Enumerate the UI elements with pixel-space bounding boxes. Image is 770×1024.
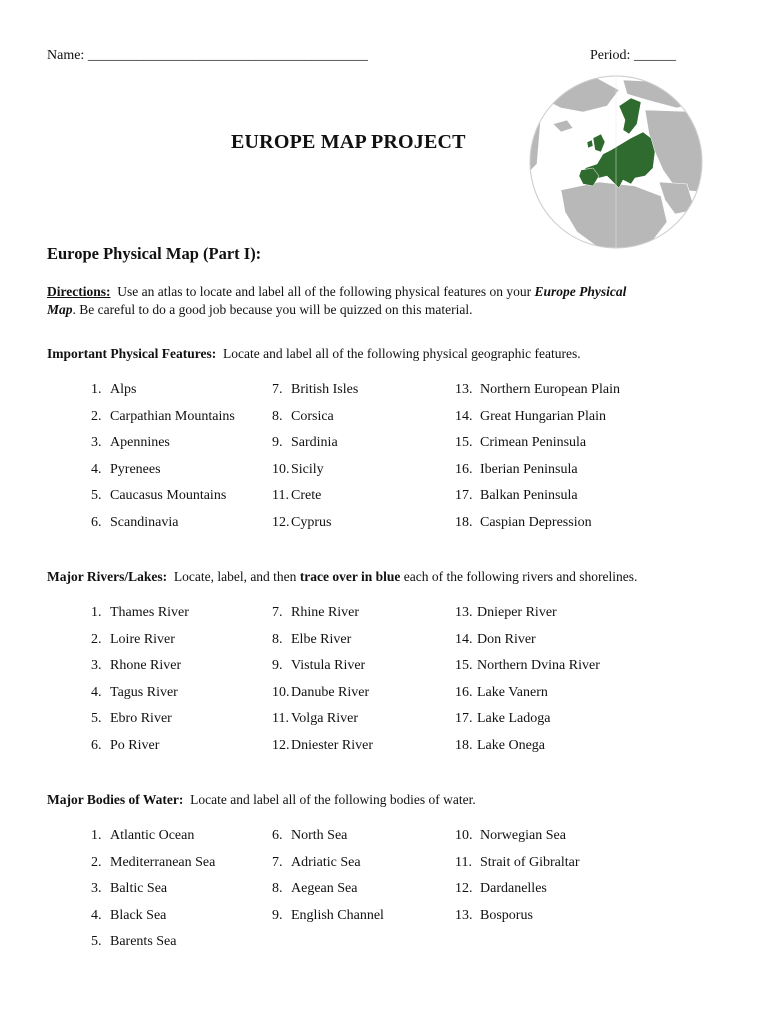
list-item-label: Pyrenees	[110, 461, 161, 477]
physical-features-heading	[47, 345, 581, 363]
list-item	[91, 461, 161, 479]
list-item-number: 1.	[91, 382, 102, 397]
list-item-label: Adriatic Sea	[291, 854, 361, 870]
list-item	[91, 907, 166, 925]
list-item-number: 11.	[272, 711, 289, 727]
rivers-lakes-heading	[47, 568, 637, 586]
list-item-number: 15.	[455, 658, 473, 674]
list-item-label: Black Sea	[110, 907, 167, 923]
list-item	[455, 737, 545, 755]
list-item-number: 4.	[91, 461, 102, 477]
period-field-label: Period: ______	[590, 48, 676, 63]
list-item-number: 3.	[91, 435, 102, 451]
list-item-number: 2.	[91, 408, 102, 424]
list-item-number: 5.	[91, 488, 102, 504]
list-item-label: Mediterranean Sea	[110, 854, 216, 870]
list-item-number: 16.	[455, 461, 473, 477]
list-item-number: 11.	[272, 488, 289, 504]
list-item	[91, 514, 178, 532]
bodies-of-water-instruction: Locate and label all of the following bodies of water.	[190, 792, 476, 807]
list-item-label: Bosporus	[480, 907, 533, 923]
list-item-label: Crete	[291, 488, 322, 504]
list-item-label: Atlantic Ocean	[110, 828, 195, 843]
list-item	[91, 434, 170, 452]
list-item	[91, 604, 189, 622]
list-item-label: North Sea	[291, 828, 348, 843]
list-item-number: 8.	[272, 631, 283, 647]
rivers-lakes-instruction-1: Locate, label, and then	[173, 569, 297, 584]
list-item-label: Tagus River	[110, 684, 178, 700]
list-item	[91, 737, 159, 755]
list-item-label: Lake Vanern	[477, 684, 548, 700]
list-item-label: Lake Ladoga	[477, 711, 551, 727]
list-item	[272, 434, 338, 452]
list-item-label: Danube River	[291, 684, 370, 700]
list-item	[455, 461, 578, 479]
list-item-label: Great Hungarian Plain	[480, 408, 606, 424]
list-item	[455, 604, 557, 622]
rivers-lakes-instruction-2: each of the following rivers and shorelines.	[403, 569, 638, 584]
list-item-label: Strait of Gibraltar	[480, 854, 580, 870]
list-item-label: Caspian Depression	[480, 515, 592, 530]
directions-emphasis-2: Map	[47, 302, 73, 317]
list-item	[91, 487, 226, 505]
list-item-label: Po River	[110, 738, 160, 753]
list-item	[455, 408, 606, 426]
list-item-label: Aegean Sea	[291, 881, 358, 897]
list-item-number: 10.	[272, 684, 290, 700]
list-item	[455, 710, 550, 728]
list-item-label: Elbe River	[291, 631, 352, 647]
list-item-label: Northern European Plain	[480, 382, 620, 397]
name-field-label: Name: ________________________________________	[47, 48, 368, 63]
physical-features-instruction: Locate and label all of the following physical geographic features.	[222, 346, 581, 361]
list-item-label: Cyprus	[291, 515, 332, 530]
list-item-number: 16.	[455, 684, 473, 700]
rivers-lakes-label: Major Rivers/Lakes:	[47, 569, 168, 584]
list-item	[272, 487, 321, 505]
list-item-number: 18.	[455, 738, 473, 753]
list-item-label: Dnieper River	[477, 605, 557, 620]
list-item	[455, 487, 578, 505]
list-item-number: 3.	[91, 881, 102, 897]
physical-features-label: Important Physical Features:	[47, 346, 217, 361]
list-item-label: Apennines	[110, 435, 170, 451]
list-item-label: Carpathian Mountains	[110, 408, 235, 424]
list-item	[455, 907, 533, 925]
list-item-label: Caucasus Mountains	[110, 488, 227, 504]
list-item-number: 1.	[91, 605, 102, 620]
list-item-label: Sicily	[291, 461, 324, 477]
list-item-number: 3.	[91, 658, 102, 674]
list-item	[455, 880, 547, 898]
list-item-number: 11.	[455, 854, 472, 870]
list-item	[272, 657, 365, 675]
list-item	[272, 631, 351, 649]
directions-label: Directions:	[47, 284, 111, 299]
list-item	[455, 684, 548, 702]
list-item	[91, 827, 194, 845]
europe-globe-icon	[527, 72, 705, 254]
list-item-number: 9.	[272, 435, 283, 451]
list-item-label: Scandinavia	[110, 515, 179, 530]
list-item-number: 13.	[455, 382, 473, 397]
list-item-number: 2.	[91, 631, 102, 647]
list-item-label: Barents Sea	[110, 934, 177, 950]
list-item-number: 18.	[455, 515, 473, 530]
list-item	[272, 381, 358, 399]
directions-text-1: Use an atlas to locate and label all of the following physical features on your	[117, 284, 532, 299]
list-item-label: Volga River	[291, 711, 359, 727]
list-item-number: 10.	[272, 461, 290, 477]
list-item-number: 1.	[91, 828, 102, 843]
section-heading: Europe Physical Map (Part I):	[47, 244, 262, 263]
list-item	[91, 657, 181, 675]
list-item-label: Sardinia	[291, 435, 338, 451]
list-item-number: 9.	[272, 658, 283, 674]
list-item	[272, 710, 358, 728]
list-item-label: English Channel	[291, 907, 384, 923]
list-item-label: Vistula River	[291, 658, 366, 674]
directions-paragraph	[47, 283, 727, 319]
list-item	[272, 684, 369, 702]
bodies-of-water-label: Major Bodies of Water:	[47, 792, 184, 807]
list-item-label: Lake Onega	[477, 738, 546, 753]
list-item-number: 7.	[272, 854, 283, 870]
list-item-label: Dniester River	[291, 738, 374, 753]
list-item	[455, 854, 580, 872]
list-item	[272, 604, 359, 622]
list-item	[91, 408, 235, 426]
page-title: EUROPE MAP PROJECT	[231, 131, 466, 153]
list-item-number: 6.	[91, 738, 102, 753]
list-item	[91, 933, 176, 951]
list-item-label: Northern Dvina River	[477, 658, 600, 674]
list-item-number: 5.	[91, 934, 102, 950]
list-item	[455, 381, 620, 399]
list-item-label: Alps	[110, 382, 137, 397]
list-item-label: Iberian Peninsula	[480, 461, 578, 477]
list-item-number: 4.	[91, 684, 102, 700]
list-item-label: Norwegian Sea	[480, 828, 566, 843]
list-item	[455, 631, 536, 649]
list-item-number: 7.	[272, 382, 283, 397]
list-item-number: 2.	[91, 854, 102, 870]
list-item-label: Thames River	[110, 605, 189, 620]
list-item	[272, 461, 324, 479]
list-item-label: Loire River	[110, 631, 175, 647]
list-item	[272, 514, 331, 532]
list-item	[272, 408, 334, 426]
list-item-number: 12.	[272, 515, 290, 530]
list-item-label: British Isles	[291, 382, 359, 397]
list-item	[272, 737, 373, 755]
list-item-number: 9.	[272, 907, 283, 923]
directions-emphasis-1: Europe Physical	[534, 284, 627, 299]
list-item-number: 8.	[272, 408, 283, 424]
list-item	[455, 657, 600, 675]
list-item-label: Crimean Peninsula	[480, 435, 587, 451]
list-item-number: 7.	[272, 605, 283, 620]
list-item-number: 12.	[272, 738, 290, 753]
list-item	[272, 907, 384, 925]
list-item-number: 4.	[91, 907, 102, 923]
list-item-number: 8.	[272, 881, 283, 897]
list-item-number: 14.	[455, 631, 473, 647]
list-item-number: 13.	[455, 605, 473, 620]
list-item-label: Rhone River	[110, 658, 182, 674]
list-item-label: Balkan Peninsula	[480, 488, 578, 504]
list-item-number: 6.	[272, 828, 283, 843]
list-item	[455, 827, 566, 845]
list-item-number: 12.	[455, 881, 473, 897]
list-item	[91, 710, 172, 728]
list-item	[91, 854, 215, 872]
list-item	[455, 514, 592, 532]
list-item	[91, 684, 178, 702]
list-item-label: Ebro River	[110, 711, 172, 727]
list-item	[91, 880, 167, 898]
list-item	[272, 854, 361, 872]
list-item	[272, 880, 357, 898]
list-item-number: 17.	[455, 711, 473, 727]
list-item-number: 13.	[455, 907, 473, 923]
list-item-number: 5.	[91, 711, 102, 727]
list-item-label: Dardanelles	[480, 881, 547, 897]
list-item	[455, 434, 586, 452]
list-item-number: 17.	[455, 488, 473, 504]
bodies-of-water-heading	[47, 791, 476, 809]
list-item-label: Don River	[477, 631, 536, 647]
list-item-number: 10.	[455, 828, 473, 843]
list-item	[91, 381, 136, 399]
list-item	[91, 631, 175, 649]
list-item-number: 15.	[455, 435, 473, 451]
list-item-label: Baltic Sea	[110, 881, 168, 897]
list-item-number: 14.	[455, 408, 473, 424]
list-item-number: 6.	[91, 515, 102, 530]
directions-text-2: . Be careful to do a good job because you will be quizzed on this material.	[72, 302, 473, 317]
list-item	[272, 827, 347, 845]
rivers-lakes-instruction-bold: trace over in blue	[299, 569, 401, 584]
list-item-label: Corsica	[291, 408, 334, 424]
list-item-label: Rhine River	[291, 605, 360, 620]
